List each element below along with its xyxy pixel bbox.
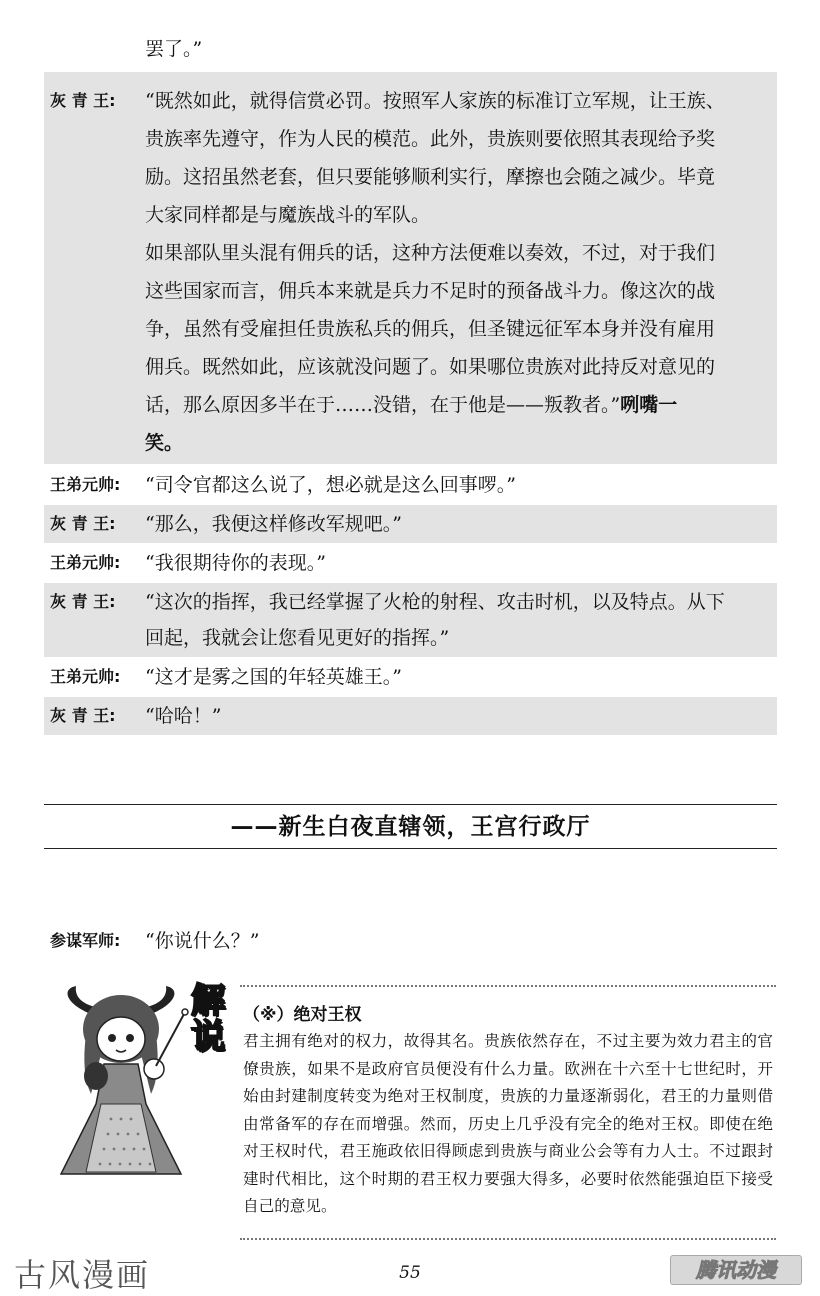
speaker-label: 王弟元帅: xyxy=(50,553,121,572)
heading-rule-top xyxy=(44,804,777,805)
continuation-row xyxy=(44,26,777,72)
dialogue-row xyxy=(44,697,777,735)
watermark-right: 腾讯动漫 xyxy=(670,1255,802,1285)
dialogue-row xyxy=(44,544,777,582)
dialogue-row xyxy=(44,922,777,960)
note-divider-bottom xyxy=(240,1238,776,1240)
speaker-label: 王弟元帅: xyxy=(50,667,121,686)
note-divider-top xyxy=(240,985,776,987)
speaker-label: 灰 青 王: xyxy=(50,514,116,533)
commentary-badge-2: 说 xyxy=(191,1017,225,1057)
dialogue-line: 争，虽然有受雇担任贵族私兵的佣兵，但圣键远征军本身并没有雇用 xyxy=(145,318,716,340)
dialogue-line: 佣兵。既然如此，应该就没问题了。如果哪位贵族对此持反对意见的 xyxy=(145,356,716,378)
dialogue-line-text: 话，那么原因多半在于……没错，在于他是——叛教者。” xyxy=(145,394,621,416)
dialogue-line: 贵族率先遵守，作为人民的模范。此外，贵族则要依照其表现给予奖 xyxy=(145,128,716,150)
speaker-label: 王弟元帅: xyxy=(50,475,121,494)
dialogue-text: “这才是雾之国的年轻英雄王。” xyxy=(145,666,402,688)
dialogue-line: “既然如此，就得信赏必罚。按照军人家族的标准订立军规，让王族、 xyxy=(145,90,725,112)
dialogue-line: 回起，我就会让您看见更好的指挥。” xyxy=(145,627,450,649)
action-tail: 笑。 xyxy=(145,432,184,454)
dialogue-line: 这些国家而言，佣兵本来就是兵力不足时的预备战斗力。像这次的战 xyxy=(145,280,716,302)
note-body: 君主拥有绝对的权力，故得其名。贵族依然存在，不过主要为效力君主的官僚贵族，如果不是政府官员便没有什么力量。欧洲在十六至十七世纪时，开始由封建制度转变为绝对王权制度，贵族的力量逐渐弱化，君王的力量则借由常备军的存在而增强。然而，历史上几乎没有完全的绝对王权。即使在绝对王权时代，君王施政依旧得顾虑到贵族与商业公会等有力人士。不过跟封建时代相比，这个时期的君王权力要强大得多，必要时依然能强迫臣下接受自己的意见。 xyxy=(243,1032,773,1215)
dialogue-text: “那么，我便这样修改军规吧。” xyxy=(145,513,402,535)
dialogue-text xyxy=(145,82,771,462)
page-number: 55 xyxy=(399,1263,421,1283)
dialogue-line: 励。这招虽然老套，但只要能够顺利实行，摩擦也会随之减少。毕竟 xyxy=(145,166,716,188)
dialogue-row xyxy=(44,505,777,543)
dialogue-line: “这次的指挥，我已经掌握了火枪的射程、攻击时机，以及特点。从下 xyxy=(145,591,725,613)
dialogue-text: “我很期待你的表现。” xyxy=(145,552,326,574)
dialogue-row xyxy=(44,72,777,464)
commentary-badge-1: 解 xyxy=(191,981,225,1021)
heading-rule-bottom xyxy=(44,848,777,849)
dialogue-text: “司令官都这么说了，想必就是这么回事啰。” xyxy=(145,474,516,496)
dialogue-text xyxy=(145,583,771,657)
dialogue-line: 如果部队里头混有佣兵的话，这种方法便难以奏效，不过，对于我们 xyxy=(145,242,716,264)
commentary-character-illustration xyxy=(46,984,196,1184)
speaker-label: 参谋军师: xyxy=(50,931,121,950)
dialogue-row xyxy=(44,583,777,657)
dialogue-row xyxy=(44,466,777,504)
speaker-label: 灰 青 王: xyxy=(50,91,116,110)
speaker-label: 灰 青 王: xyxy=(50,706,116,725)
dialogue-line xyxy=(145,386,771,424)
watermark-left: 古风漫画 xyxy=(14,1256,151,1294)
speaker-label: 灰 青 王: xyxy=(50,592,116,611)
note-title: （※）绝对王权 xyxy=(243,1005,362,1025)
action-text: 咧嘴一 xyxy=(620,394,678,416)
dialogue-line: 大家同样都是与魔族战斗的军队。 xyxy=(145,204,431,226)
dialogue-text: “哈哈！” xyxy=(145,705,222,727)
dialogue-text: “你说什么？” xyxy=(145,930,260,952)
dialogue-row xyxy=(44,658,777,696)
continuation-text: 罢了。” xyxy=(145,38,203,60)
section-heading: ——新生白夜直辖领，王宫行政厅 xyxy=(230,814,591,840)
